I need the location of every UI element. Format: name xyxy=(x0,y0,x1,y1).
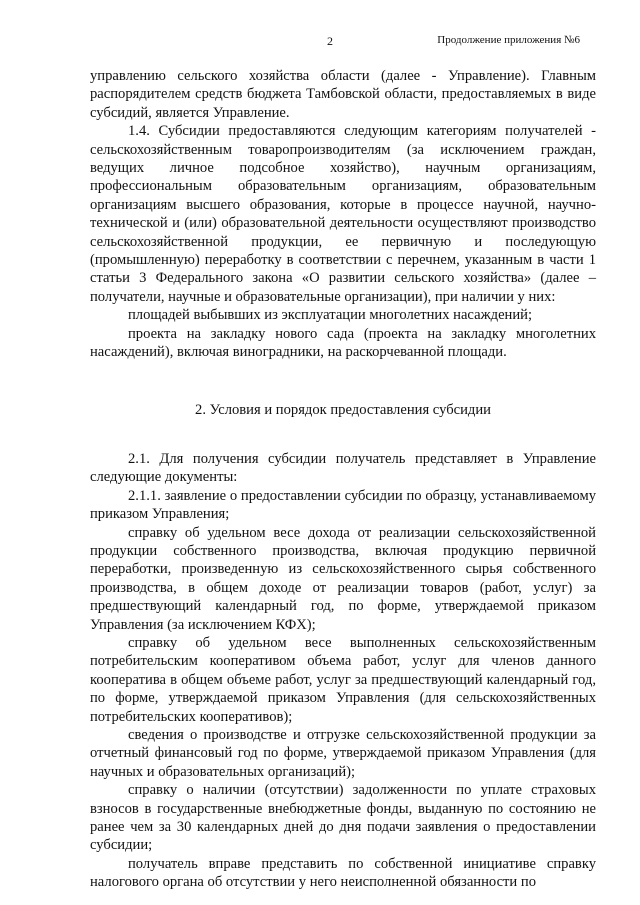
paragraph: справку о наличии (отсутствии) задолженности по уплате страховых взносов в государственные внебюджетные фонды, выданную по состоянию не ранее чем за 30 календарных дней до дня подачи заявления о предоставлении субсидии; xyxy=(90,782,596,854)
paragraph: площадей выбывших из эксплуатации многолетних насаждений; xyxy=(128,307,533,324)
paragraph: 2.1.1. заявление о предоставлении субсидии по образцу, устанавливаемому приказом Управления; xyxy=(90,487,596,523)
paragraph: сведения о производстве и отгрузке сельскохозяйственной продукции за отчетный финансовый год по форме, утверждаемой приказом Управления (для научных и образовательных организаций); xyxy=(90,727,596,780)
paragraph: справку об удельном весе выполненных сельскохозяйственным потребительским кооперативом объема работ, услуг для членов данного кооператива в общем объеме работ, услуг за предшествующий календарный год, по форме, утверждаемой приказом Управления (для сельскохозяйственных потребительских кооперативов); xyxy=(90,634,596,725)
section-heading: 2. Условия и порядок предоставления субсидии xyxy=(195,401,491,418)
page-number: 2 xyxy=(327,34,333,48)
document-body xyxy=(90,67,596,892)
continuation-note: Продолжение приложения №6 xyxy=(437,34,580,46)
paragraph: справку об удельном весе дохода от реализации сельскохозяйственной продукции собственного производства, включая продукцию первичной переработки, произведенную из сельскохозяйственного сырья собственного производства, в общем доходе от реализации товаров (работ, услуг) за предшествующий календарный год, по форме, утверждаемой приказом Управления (за исключением КФХ); xyxy=(90,524,596,633)
paragraph: получатель вправе представить по собственной инициативе справку налогового органа об отсутствии у него неисполненной обязанности по xyxy=(90,855,596,891)
paragraph: проекта на закладку нового сада (проекта на закладку многолетних насаждений), включая виноградники, на раскорчеванной площади. xyxy=(90,325,596,361)
paragraph: 2.1. Для получения субсидии получатель представляет в Управление следующие документы: xyxy=(90,450,596,486)
paragraph: 1.4. Субсидии предоставляются следующим категориям получателей - сельскохозяйственным товаропроизводителям (за исключением граждан, ведущих личное подсобное хозяйство), научным организациям, профессиональным образовательным организациям, образовательным организациям высшего образования, которые в процессе научной, научно-технической и (или) образовательной деятельности осуществляют производство сельскохозяйственной продукции, ее первичную и последующую (промышленную) переработку в соответствии с перечнем, указанным в части 1 статьи 3 Федерального закона «О развитии сельского хозяйства» (далее – получатели, научные и образовательные организации), при наличии у них: xyxy=(90,123,596,305)
paragraph: управлению сельского хозяйства области (далее - Управление). Главным распорядителем средств бюджета Тамбовской области, предоставляемых в виде субсидий, является Управление. xyxy=(90,68,596,121)
